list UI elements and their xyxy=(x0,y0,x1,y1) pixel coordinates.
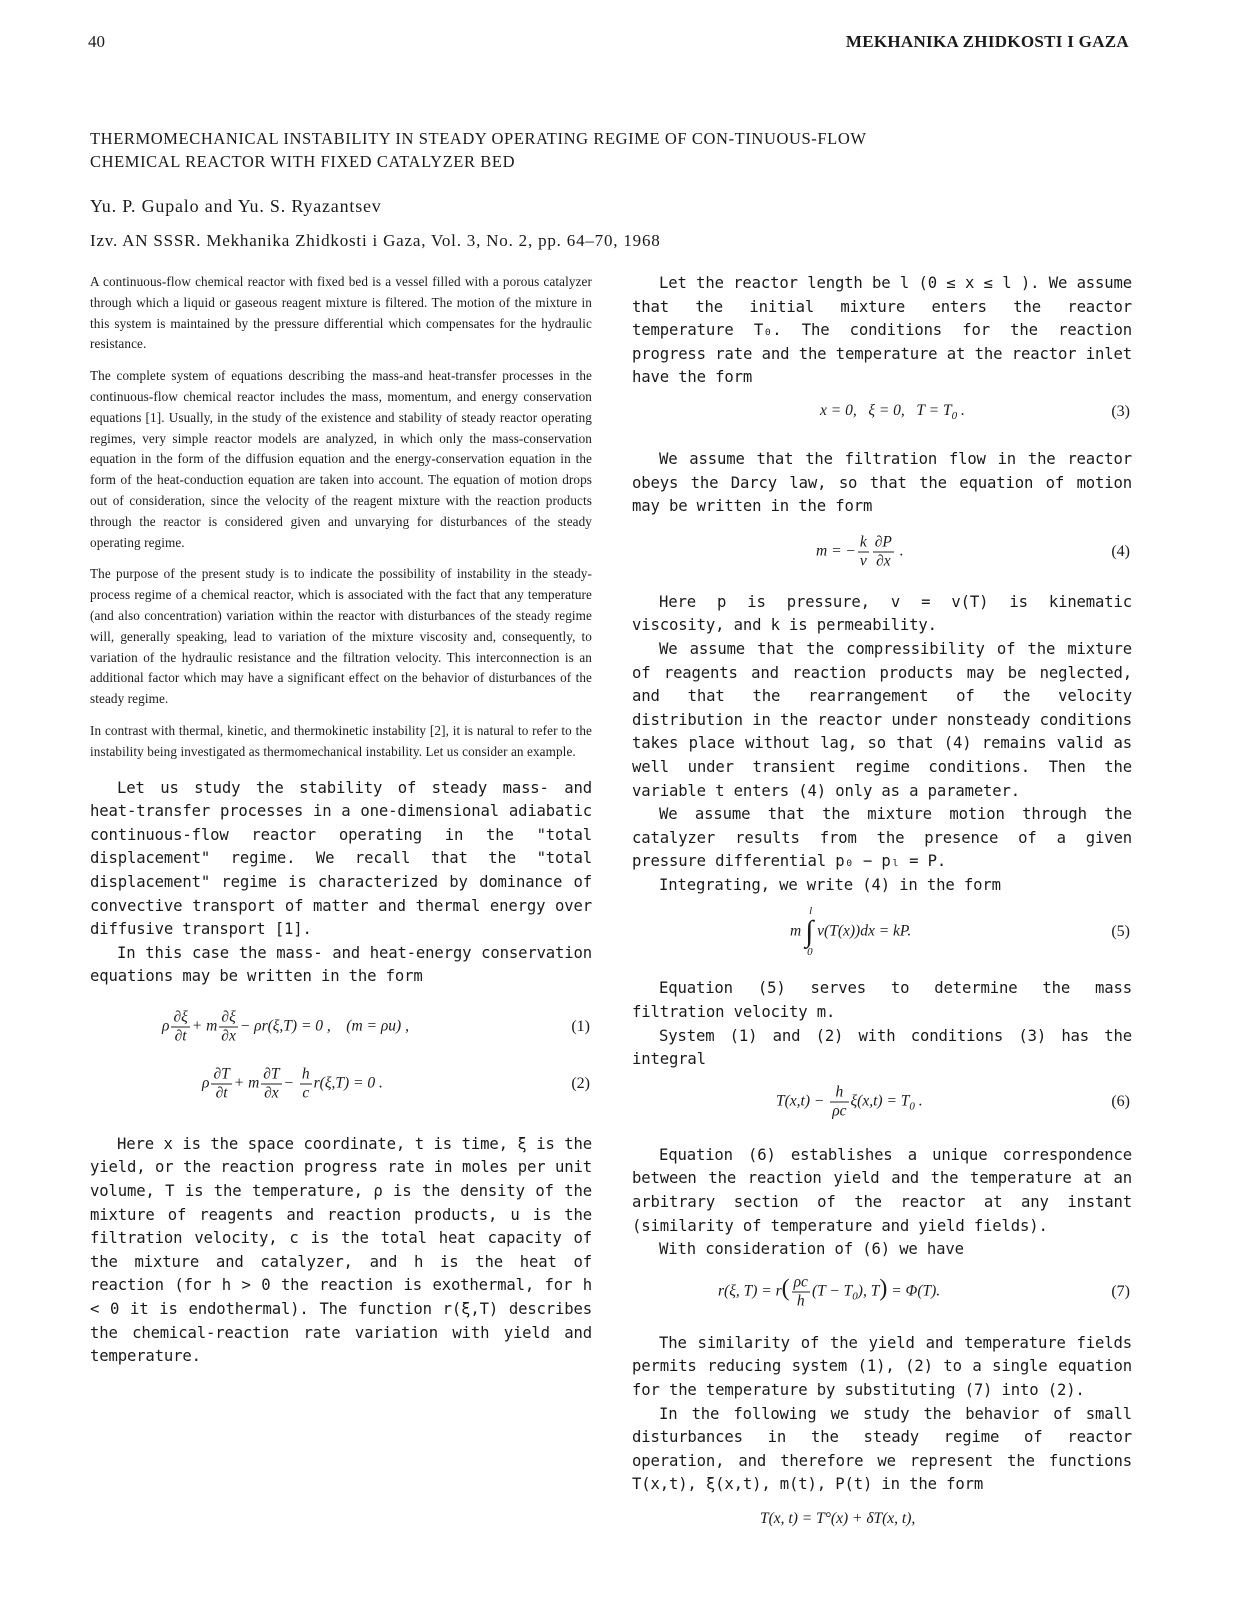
abstract-paragraph: The purpose of the present study is to indicate the possibility of instability in the steady-process regime of a chemical reactor, which is associated with the fact that any temperature (and also concentration) variation within the reactor with disturbances of the steady regime will, generally speaking, lead to variation of the mixture viscosity and, consequently, to variation of the hydraulic resistance and the filtration velocity. This interconnection is an additional factor which may have a significant effect on the behavior of disturbances of the steady regime. xyxy=(90,566,592,707)
equation-number: (4) xyxy=(1111,542,1130,560)
equation-number: (7) xyxy=(1111,1282,1130,1300)
article-source: Izv. AN SSSR. Mekhanika Zhidkosti i Gaza, Vol. 3, No. 2, pp. 64–70, 1968 xyxy=(90,231,661,250)
equation-number: (1) xyxy=(571,1017,590,1035)
body-paragraph: Integrating, we write (4) in the form xyxy=(659,875,1001,894)
equation-3: x = 0, ξ = 0, $T = T_0$ . (3) xyxy=(820,401,1130,423)
equation-4: m = − $\frac{k}{\nu}$ $\frac{\partial P}{\partial x}$ . (4) xyxy=(816,533,1130,570)
abstract-paragraph: The complete system of equations describing the mass-and heat-transfer processes in the continuous-flow chemical reactor includes the mass, momentum, and energy conservation equations [1]. Usually, in the study of the existence and stability of steady reactor operating regimes, very simple reactor models are analyzed, in which only the mass-conservation equation in the form of the diffusion equation and the energy-conservation equation in the form of the heat-conduction equation are taken into account. The equation of motion drops out of consideration, since the velocity of the reagent mixture with the reaction products through the reactor is considered given and unvarying for disturbances of the steady operating regime. xyxy=(90,368,592,550)
equation-number: (6) xyxy=(1111,1092,1130,1110)
journal-header: MEKHANIKA ZHIDKOSTI I GAZA xyxy=(845,32,1129,51)
page-number: 40 xyxy=(88,32,105,51)
abstract-paragraph: In contrast with thermal, kinetic, and thermokinetic instability [2], it is natural to refer to the instability being investigated as thermomechanical instability. Let us consider an example. xyxy=(90,722,592,759)
body-paragraph: In the following we study the behavior of small disturbances in the steady regime of reactor operation, and therefore we represent the functions T(x,t), ξ(x,t), m(t), P(t) in the form xyxy=(632,1404,1132,1494)
equation-5: m ∫ l 0 ν(T(x))dx = kP. (5) xyxy=(790,905,1130,959)
right-column xyxy=(632,272,1132,1541)
equation-2: ρ $\frac{\partial T}{\partial t}$ + m $\frac{\partial T}{\partial x}$ − $\frac{h}{c}$ r(ξ,T) = 0 . (2) xyxy=(202,1065,590,1102)
body-paragraph: Let us study the stability of steady mass- and heat-transfer processes in a one-dimensional adiabatic continuous-flow reactor operating in the "total displacement" regime. We recall that the "total displacement" regime is characterized by dominance of convective transport of matter and thermal energy over diffusive transport [1]. xyxy=(90,778,592,939)
body-paragraph: We assume that the mixture motion through the catalyzer results from the presence of a given pressure differential p₀ − pₗ = P. xyxy=(632,805,1132,871)
abstract-paragraph: A continuous-flow chemical reactor with fixed bed is a vessel filled with a porous catalyzer through which a liquid or gaseous reagent mixture is filtered. The motion of the mixture in this system is maintained by the pressure differential which compensates for the hydraulic resistance. xyxy=(90,274,592,352)
equation-7: r(ξ, T) = r( $\frac{\rho c}{h}$ $(T - T_0)$, T) = Φ(T). (7) xyxy=(718,1273,1130,1310)
equation-6: T(x,t) − $\frac{h}{\rho c}$ $\xi(x,t) = T_0$ . (6) xyxy=(776,1083,1130,1120)
equation-number: (2) xyxy=(571,1074,590,1092)
left-column xyxy=(90,272,592,1369)
article-authors: Yu. P. Gupalo and Yu. S. Ryazantsev xyxy=(90,196,382,216)
equation-8: T(x, t) = T°(x) + δT(x, t), xyxy=(760,1509,916,1527)
body-paragraph: The similarity of the yield and temperature fields permits reducing system (1), (2) to a single equation for the temperature by substituting (7) into (2). xyxy=(632,1333,1132,1399)
equation-number: (3) xyxy=(1111,402,1130,420)
body-paragraph: Here p is pressure, v = v(T) is kinematic viscosity, and k is permeability. xyxy=(632,592,1132,635)
body-paragraph: Let the reactor length be l (0 ≤ x ≤ l ). We assume that the initial mixture enters the reactor temperature T₀. The conditions for the reaction progress rate and the temperature at the reactor inlet have the form xyxy=(632,274,1132,387)
abstract xyxy=(90,272,592,763)
body-paragraph: Equation (6) establishes a unique correspondence between the reaction yield and the temperature at an arbitrary section of the reactor at any instant (similarity of temperature and yield fields). xyxy=(632,1145,1132,1235)
body-paragraph: We assume that the filtration flow in the reactor obeys the Darcy law, so that the equation of motion may be written in the form xyxy=(632,449,1132,516)
body-paragraph: With consideration of (6) we have xyxy=(659,1240,964,1259)
body-paragraph: Here x is the space coordinate, t is time, ξ is the yield, or the reaction progress rate in moles per unit volume, T is the temperature, ρ is the density of the mixture of reagents and reaction products, u is the filtration velocity, c is the total heat capacity of the mixture and catalyzer, and h is the heat of reaction (for h > 0 the reaction is exothermal, for h < 0 it is endothermal). The function r(ξ,T) describes the chemical-reaction rate variation with yield and temperature. xyxy=(90,1134,592,1366)
equation-1: ρ $\frac{\partial\xi}{\partial t}$ + m $\frac{\partial\xi}{\partial x}$ − ρr(ξ,T) = 0 , (m = ρu) , (1) xyxy=(162,1008,590,1045)
body-paragraph: System (1) and (2) with conditions (3) has the integral xyxy=(632,1026,1132,1069)
body-paragraph: We assume that the compressibility of the mixture of reagents and reaction products may be neglected, and that the rearrangement of the velocity distribution in the reactor under nonsteady conditions takes place without lag, so that (4) remains valid as well under transient regime conditions. Then the variable t enters (4) only as a parameter. xyxy=(632,639,1132,800)
body-paragraph: In this case the mass- and heat-energy conservation equations may be written in the form xyxy=(90,943,592,986)
equation-number: (5) xyxy=(1111,923,1130,941)
body-paragraph: Equation (5) serves to determine the mass filtration velocity m. xyxy=(632,979,1132,1022)
article-title: THERMOMECHANICAL INSTABILITY IN STEADY OPERATING REGIME OF CON-TINUOUS-FLOW CHEMICAL REACTOR WITH FIXED CATALYZER BED xyxy=(90,129,867,171)
